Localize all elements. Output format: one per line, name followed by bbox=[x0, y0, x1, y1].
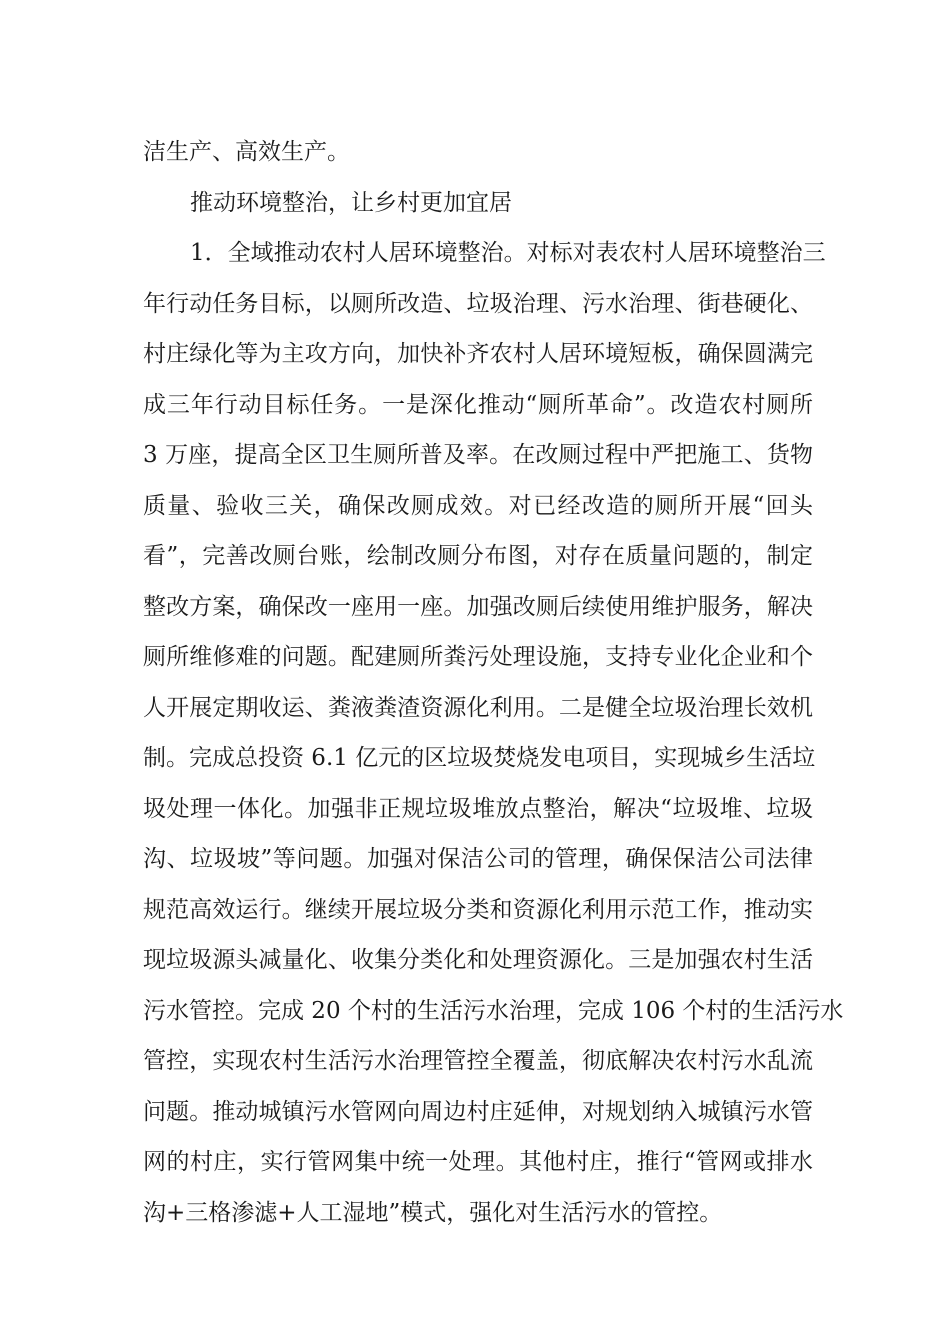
paragraph-line: 村庄绿化等为主攻方向，加快补齐农村人居环境短板，确保圆满完 bbox=[143, 341, 813, 367]
paragraph-line: 年行动任务目标，以厕所改造、垃圾治理、污水治理、街巷硬化、 bbox=[143, 291, 813, 317]
paragraph-end-line: 洁生产、高效生产。 bbox=[143, 139, 350, 165]
paragraph-line: 看”，完善改厕台账，绘制改厕分布图，对存在质量问题的，制定 bbox=[143, 543, 813, 569]
paragraph-first-line: 1．全域推动农村人居环境整治。对标对表农村人居环境整治三 bbox=[190, 240, 826, 266]
paragraph-last-line: 沟+三格渗滤+人工湿地”模式，强化对生活污水的管控。 bbox=[143, 1200, 723, 1226]
paragraph-line: 制。完成总投资 6.1 亿元的区垃圾焚烧发电项目，实现城乡生活垃 bbox=[143, 745, 816, 771]
paragraph-line: 现垃圾源头减量化、收集分类化和处理资源化。三是加强农村生活 bbox=[143, 947, 813, 973]
section-heading: 推动环境整治，让乡村更加宜居 bbox=[190, 190, 512, 216]
paragraph-line: 沟、垃圾坡”等问题。加强对保洁公司的管理，确保保洁公司法律 bbox=[143, 846, 813, 872]
paragraph-line: 成三年行动目标任务。一是深化推动“厕所革命”。改造农村厕所 bbox=[143, 392, 813, 418]
paragraph-line: 整改方案，确保改一座用一座。加强改厕后续使用维护服务，解决 bbox=[143, 594, 813, 620]
paragraph-line: 污水管控。完成 20 个村的生活污水治理，完成 106 个村的生活污水 bbox=[143, 998, 844, 1024]
paragraph-line: 人开展定期收运、粪液粪渣资源化利用。二是健全垃圾治理长效机 bbox=[143, 695, 813, 721]
paragraph-line: 问题。推动城镇污水管网向周边村庄延伸，对规划纳入城镇污水管 bbox=[143, 1099, 813, 1125]
paragraph-line: 3 万座，提高全区卫生厕所普及率。在改厕过程中严把施工、货物 bbox=[143, 442, 813, 468]
paragraph-line: 规范高效运行。继续开展垃圾分类和资源化利用示范工作，推动实 bbox=[143, 897, 813, 923]
paragraph-line: 管控，实现农村生活污水治理管控全覆盖，彻底解决农村污水乱流 bbox=[143, 1048, 813, 1074]
paragraph-line: 网的村庄，实行管网集中统一处理。其他村庄，推行“管网或排水 bbox=[143, 1149, 813, 1175]
paragraph-line: 质量、验收三关，确保改厕成效。对已经改造的厕所开展“回头 bbox=[143, 493, 813, 519]
paragraph-line: 厕所维修难的问题。配建厕所粪污处理设施，支持专业化企业和个 bbox=[143, 644, 813, 670]
paragraph-line: 圾处理一体化。加强非正规垃圾堆放点整治，解决“垃圾堆、垃圾 bbox=[143, 796, 813, 822]
